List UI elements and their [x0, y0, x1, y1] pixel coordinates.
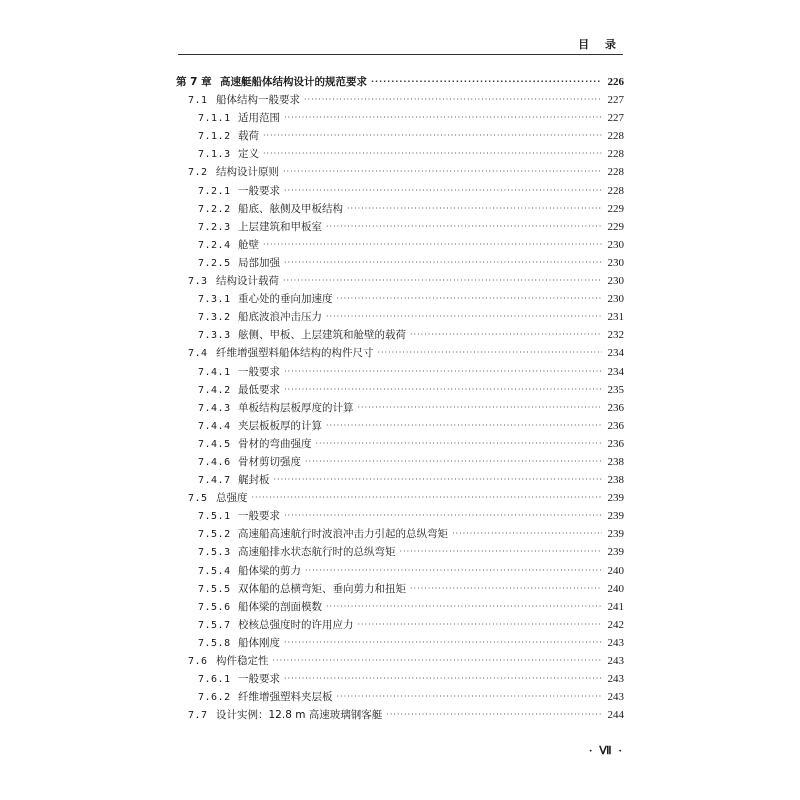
toc-entry-title: 船体梁的剪力 [238, 564, 301, 577]
toc-subsection-entry [176, 599, 624, 617]
toc-leader-dots [263, 131, 602, 140]
toc-leader-dots [386, 710, 602, 719]
toc-leader-dots [326, 602, 602, 611]
toc-subsection-entry [176, 364, 624, 382]
toc-subsection-entry [176, 146, 624, 164]
toc-leader-dots [284, 674, 602, 683]
toc-entry-number: 7.2 [188, 167, 208, 179]
toc-subsection-entry [176, 128, 624, 146]
toc-entry-number: 7.5.4 [198, 565, 231, 577]
toc-leader-dots [283, 167, 602, 176]
toc-entry-number: 7.4.3 [198, 402, 231, 414]
toc-subsection-entry [176, 617, 624, 635]
toc-entry-title: 双体船的总横弯矩、垂向剪力和扭矩 [238, 582, 406, 595]
toc-entry-page: 230 [607, 275, 624, 288]
toc-leader-dots [284, 638, 602, 647]
toc-entry-page: 239 [607, 528, 624, 541]
toc-subsection-entry [176, 291, 624, 309]
toc-entry-title: 骨材剪切强度 [238, 455, 301, 468]
toc-leader-dots [273, 656, 603, 665]
toc-entry-page: 228 [607, 130, 624, 143]
toc-entry-title: 一般要求 [238, 510, 280, 523]
toc-entry-title: 一般要求 [238, 365, 280, 378]
toc-subsection-entry [176, 400, 624, 418]
toc-entry-page: 238 [607, 474, 624, 487]
toc-subsection-entry [176, 508, 624, 526]
toc-entry-title: 最低要求 [238, 383, 280, 396]
toc-entry-number: 7.7 [188, 710, 208, 722]
toc-entry-number: 7.4.1 [198, 366, 231, 378]
toc-leader-dots [284, 258, 602, 267]
toc-entry-title: 总强度 [216, 492, 248, 505]
toc-leader-dots [326, 421, 602, 430]
toc-entry-page: 238 [607, 455, 624, 468]
toc-entry-title: 纤维增强塑料船体结构的构件尺寸 [216, 347, 374, 360]
toc-leader-dots [252, 493, 603, 502]
toc-leader-dots [400, 547, 603, 556]
toc-entry-number: 7.1.2 [198, 131, 231, 143]
toc-entry-number: 7.5.8 [198, 637, 231, 649]
toc-leader-dots [284, 186, 602, 195]
toc-entry-title: 高速艇船体结构设计的规范要求 [220, 76, 367, 88]
toc-section-entry [176, 653, 624, 671]
toc-entry-title: 结构设计原则 [216, 166, 279, 179]
toc-entry-title: 船体结构一般要求 [216, 94, 300, 107]
toc-entry-title: 艉封板 [238, 474, 270, 487]
toc-entry-number: 7.4.4 [198, 420, 231, 432]
toc-leader-dots [326, 222, 602, 231]
toc-entry-number: 7.4 [188, 348, 208, 360]
toc-subsection-entry [176, 219, 624, 237]
toc-entry-title: 一般要求 [238, 184, 280, 197]
toc-entry-page: 244 [607, 709, 624, 722]
toc-leader-dots [263, 149, 602, 158]
toc-section-entry [176, 273, 624, 291]
toc-entry-title: 纤维增强塑料夹层板 [238, 691, 333, 704]
toc-entry-number: 7.4.2 [198, 384, 231, 396]
table-of-contents [176, 74, 624, 725]
toc-entry-page: 232 [607, 329, 624, 342]
toc-subsection-entry [176, 689, 624, 707]
toc-leader-dots [284, 511, 602, 520]
toc-entry-title: 船底波浪冲击压力 [238, 311, 322, 324]
toc-subsection-entry [176, 237, 624, 255]
toc-entry-number: 7.2.3 [198, 221, 231, 233]
toc-entry-number: 7.2.5 [198, 257, 231, 269]
toc-entry-page: 243 [607, 655, 624, 667]
toc-entry-page: 229 [607, 220, 624, 233]
toc-leader-dots [305, 566, 602, 575]
toc-entry-number: 7.2.4 [198, 239, 231, 251]
toc-entry-page: 230 [607, 293, 624, 306]
toc-section-entry [176, 490, 624, 508]
header-rule [178, 54, 623, 55]
toc-entry-title: 局部加强 [238, 256, 280, 269]
toc-entry-number: 7.5 [188, 493, 208, 505]
toc-leader-dots [326, 312, 602, 321]
toc-entry-page: 235 [607, 383, 624, 396]
toc-entry-title: 校核总强度时的许用应力 [238, 618, 354, 631]
toc-subsection-entry [176, 436, 624, 454]
toc-entry-page: 227 [607, 112, 624, 125]
toc-entry-number: 7.2.2 [198, 203, 231, 215]
toc-subsection-entry [176, 472, 624, 490]
toc-entry-number: 7.5.2 [198, 529, 231, 541]
toc-entry-number: 7.3.1 [198, 294, 231, 306]
toc-entry-page: 234 [607, 347, 624, 360]
toc-subsection-entry [176, 382, 624, 400]
toc-subsection-entry [176, 526, 624, 544]
toc-leader-dots [304, 95, 602, 104]
toc-section-entry [176, 345, 624, 363]
toc-subsection-entry [176, 581, 624, 599]
toc-entry-page: 239 [607, 546, 624, 559]
toc-section-entry [176, 164, 624, 182]
toc-leader-dots [358, 620, 603, 629]
toc-entry-number: 7.5.5 [198, 583, 231, 595]
toc-entry-number: 7.6.1 [198, 674, 231, 686]
toc-entry-title: 适用范围 [238, 112, 280, 125]
toc-entry-title: 高速船排水状态航行时的总纵弯矩 [238, 546, 396, 559]
toc-leader-dots [378, 348, 603, 357]
toc-subsection-entry [176, 544, 624, 562]
toc-entry-title: 船体梁的剖面模数 [238, 600, 322, 613]
toc-entry-title: 高速船高速航行时波浪冲击力引起的总纵弯矩 [238, 528, 448, 541]
toc-subsection-entry [176, 671, 624, 689]
toc-entry-title: 船体刚度 [238, 636, 280, 649]
toc-subsection-entry [176, 255, 624, 273]
running-header-title: 目 录 [578, 38, 622, 51]
toc-leader-dots [284, 113, 602, 122]
toc-entry-page: 236 [607, 419, 624, 432]
toc-entry-page: 236 [607, 437, 624, 450]
toc-leader-dots [283, 276, 602, 285]
toc-entry-number: 7.2.1 [198, 185, 231, 197]
toc-entry-page: 242 [607, 618, 624, 631]
toc-leader-dots [358, 403, 603, 412]
toc-leader-dots [410, 330, 602, 339]
toc-subsection-entry [176, 418, 624, 436]
toc-entry-page: 228 [607, 148, 624, 161]
toc-section-entry [176, 92, 624, 110]
toc-subsection-entry [176, 110, 624, 128]
toc-leader-dots [371, 77, 602, 86]
toc-entry-number: 7.3.2 [198, 312, 231, 324]
toc-leader-dots [305, 457, 602, 466]
toc-entry-title: 一般要求 [238, 673, 280, 686]
toc-entry-page: 243 [607, 636, 624, 649]
toc-subsection-entry [176, 327, 624, 345]
toc-leader-dots [452, 529, 602, 538]
toc-entry-number: 7.4.6 [198, 456, 231, 468]
toc-entry-title: 构件稳定性 [216, 655, 269, 667]
toc-subsection-entry [176, 563, 624, 581]
toc-entry-number: 7.5.1 [198, 511, 231, 523]
toc-leader-dots [274, 475, 603, 484]
page-number-footer: · Ⅶ · [588, 745, 624, 757]
toc-entry-title: 定义 [238, 148, 259, 161]
toc-entry-number: 7.1.1 [198, 113, 231, 125]
toc-entry-page: 239 [607, 492, 624, 505]
toc-entry-title: 结构设计载荷 [216, 275, 279, 288]
toc-entry-page: 241 [607, 600, 624, 613]
toc-entry-number: 7.1 [188, 95, 208, 107]
toc-entry-number: 第 7 章 [176, 76, 212, 88]
toc-entry-title: 单板结构层板厚度的计算 [238, 401, 354, 414]
toc-entry-page: 243 [607, 691, 624, 704]
toc-leader-dots [347, 204, 602, 213]
toc-entry-number: 7.6 [188, 656, 208, 667]
toc-section-entry [176, 707, 624, 725]
toc-entry-number: 7.3.3 [198, 330, 231, 342]
toc-entry-page: 239 [607, 510, 624, 523]
toc-leader-dots [337, 294, 603, 303]
toc-entry-number: 7.6.2 [198, 692, 231, 704]
toc-entry-page: 229 [607, 202, 624, 215]
toc-entry-title: 载荷 [238, 130, 259, 143]
toc-chapter-entry [176, 74, 624, 92]
toc-leader-dots [284, 367, 602, 376]
toc-entry-title: 船底、舷侧及甲板结构 [238, 202, 343, 215]
toc-entry-page: 226 [607, 76, 624, 88]
toc-entry-number: 7.5.3 [198, 547, 231, 559]
toc-entry-page: 230 [607, 256, 624, 269]
toc-entry-number: 7.5.6 [198, 601, 231, 613]
toc-entry-number: 7.4.5 [198, 438, 231, 450]
toc-entry-title: 舱壁 [238, 238, 259, 251]
toc-entry-page: 234 [607, 365, 624, 378]
toc-entry-title: 上层建筑和甲板室 [238, 220, 322, 233]
toc-subsection-entry [176, 201, 624, 219]
toc-entry-number: 7.5.7 [198, 619, 231, 631]
toc-entry-page: 240 [607, 582, 624, 595]
toc-entry-title: 舷侧、甲板、上层建筑和舱壁的载荷 [238, 329, 406, 342]
toc-entry-page: 236 [607, 401, 624, 414]
toc-leader-dots [316, 439, 603, 448]
toc-entry-page: 228 [607, 184, 624, 197]
toc-entry-page: 240 [607, 564, 624, 577]
toc-entry-number: 7.3 [188, 276, 208, 288]
toc-entry-number: 7.1.3 [198, 149, 231, 161]
toc-subsection-entry [176, 635, 624, 653]
toc-leader-dots [263, 240, 602, 249]
toc-subsection-entry [176, 454, 624, 472]
toc-subsection-entry [176, 183, 624, 201]
toc-entry-page: 231 [607, 311, 624, 324]
toc-entry-page: 243 [607, 673, 624, 686]
toc-entry-title: 骨材的弯曲强度 [238, 437, 312, 450]
toc-leader-dots [410, 584, 602, 593]
toc-entry-title: 设计实例：12.8 m 高速玻璃钢客艇 [216, 709, 383, 722]
toc-entry-page: 230 [607, 238, 624, 251]
toc-leader-dots [284, 385, 602, 394]
toc-leader-dots [337, 692, 603, 701]
toc-entry-number: 7.4.7 [198, 475, 231, 487]
toc-entry-title: 夹层板板厚的计算 [238, 419, 322, 432]
toc-entry-title: 重心处的垂向加速度 [238, 293, 333, 306]
toc-entry-page: 228 [607, 166, 624, 179]
toc-subsection-entry [176, 309, 624, 327]
toc-entry-page: 227 [607, 94, 624, 107]
